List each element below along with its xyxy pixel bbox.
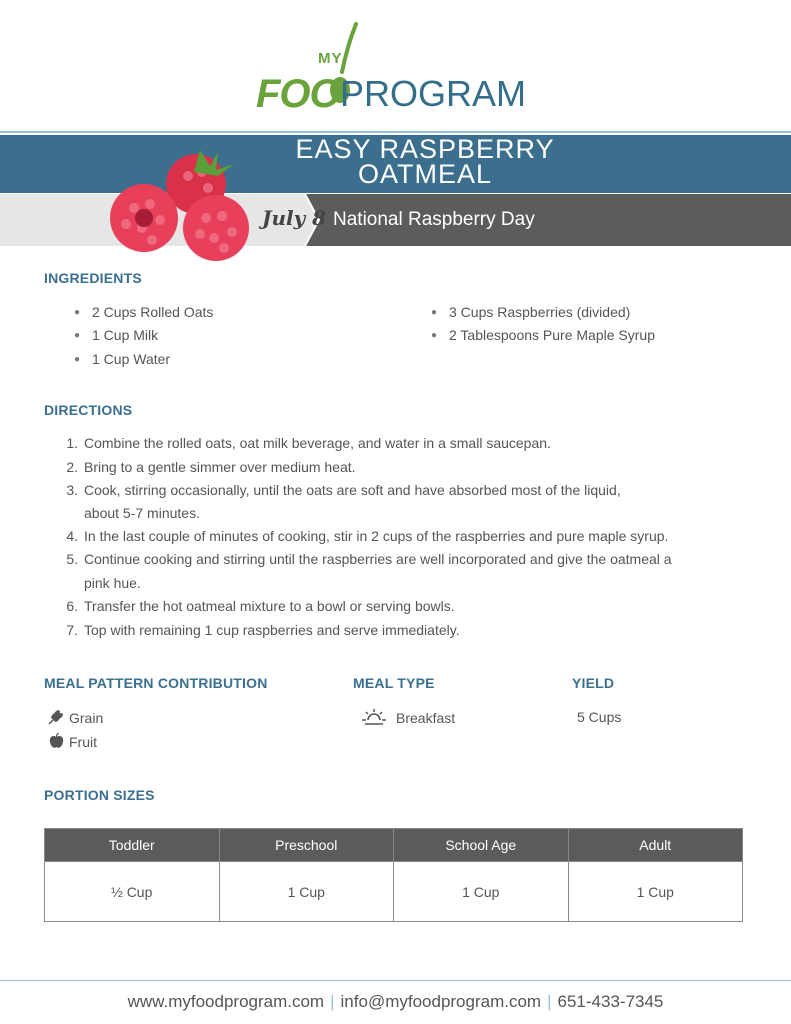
direction-step-continued: pink hue. xyxy=(84,575,141,591)
yield-heading: YIELD xyxy=(572,675,615,691)
ingredient-item: ● 3 Cups Raspberries (divided) xyxy=(431,304,631,320)
direction-step: 5. Continue cooking and stirring until the raspberries are well incorporated and give the oatmeal a xyxy=(66,551,672,567)
meal-pattern-heading: MEAL PATTERN CONTRIBUTION xyxy=(44,675,268,691)
portion-school-age: 1 Cup xyxy=(394,862,569,922)
ingredient-item: ● 1 Cup Water xyxy=(74,351,171,367)
direction-step: 3. Cook, stirring occasionally, until the oats are soft and have absorbed most of the liquid, xyxy=(66,482,621,498)
meal-pattern-item-grain: Grain xyxy=(48,710,103,726)
meal-type-value: Breakfast xyxy=(360,709,455,726)
ingredient-item: ● 1 Cup Milk xyxy=(74,327,159,343)
header-divider xyxy=(0,131,791,133)
portion-table xyxy=(44,828,743,922)
footer-separator: | xyxy=(547,992,552,1011)
yield-value: 5 Cups xyxy=(577,709,622,725)
ingredients-heading: INGREDIENTS xyxy=(44,270,142,286)
logo-my-text: MY xyxy=(318,50,343,67)
recipe-title-line2: OATMEAL xyxy=(357,159,493,189)
column-header-adult: Adult xyxy=(568,829,743,862)
footer-contact xyxy=(0,992,791,1012)
footer-separator: | xyxy=(330,992,335,1011)
wheat-icon xyxy=(48,710,65,725)
raspberries-image xyxy=(104,146,264,266)
footer-website-link[interactable]: www.myfoodprogram.com xyxy=(127,992,325,1011)
portion-sizes-heading: PORTION SIZES xyxy=(44,787,155,803)
meal-pattern-item-fruit: Fruit xyxy=(48,733,97,750)
direction-step: 7. Top with remaining 1 cup raspberries and serve immediately. xyxy=(66,622,460,638)
direction-step: 2. Bring to a gentle simmer over medium heat. xyxy=(66,459,356,475)
portion-adult: 1 Cup xyxy=(568,862,743,922)
brand-logo xyxy=(256,22,546,116)
apple-icon xyxy=(48,733,65,749)
observance-name: National Raspberry Day xyxy=(333,209,535,230)
ingredient-item: ● 2 Cups Rolled Oats xyxy=(74,304,214,320)
meal-type-heading: MEAL TYPE xyxy=(353,675,435,691)
recipe-title xyxy=(200,134,650,189)
portion-preschool: 1 Cup xyxy=(219,862,394,922)
footer-phone: 651-433-7345 xyxy=(557,992,664,1011)
direction-step-continued: about 5-7 minutes. xyxy=(84,505,200,521)
table-header-row xyxy=(45,829,743,862)
ingredient-item: ● 2 Tablespoons Pure Maple Syrup xyxy=(431,327,655,343)
column-header-school-age: School Age xyxy=(394,829,569,862)
direction-step: 6. Transfer the hot oatmeal mixture to a bowl or serving bowls. xyxy=(66,598,455,614)
column-header-preschool: Preschool xyxy=(219,829,394,862)
logo-program-text: PROGRAM xyxy=(340,73,527,114)
logo-foo-text: FOO xyxy=(256,72,340,116)
footer-email-link[interactable]: info@myfoodprogram.com xyxy=(340,992,542,1011)
portion-toddler: ½ Cup xyxy=(45,862,220,922)
directions-heading: DIRECTIONS xyxy=(44,402,133,418)
sunrise-icon xyxy=(360,709,388,725)
recipe-title-line1: EASY RASPBERRY xyxy=(295,134,555,164)
footer-divider xyxy=(0,980,791,981)
direction-step: 1. Combine the rolled oats, oat milk beverage, and water in a small saucepan. xyxy=(66,435,551,451)
observance-date: July 8 xyxy=(262,206,327,230)
column-header-toddler: Toddler xyxy=(45,829,220,862)
table-row xyxy=(45,862,743,922)
direction-step: 4. In the last couple of minutes of cooking, stir in 2 cups of the raspberries and pure maple syrup. xyxy=(66,528,669,544)
